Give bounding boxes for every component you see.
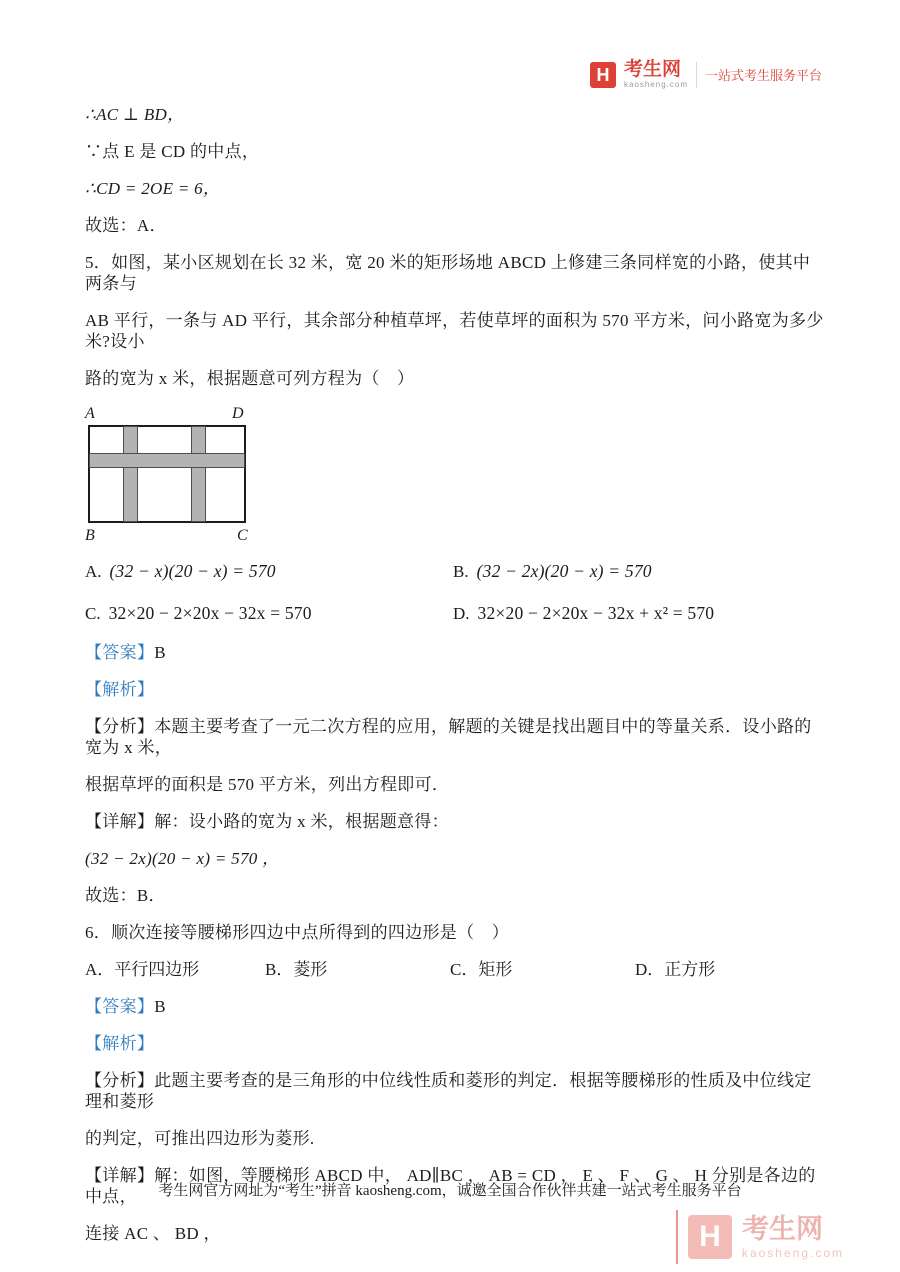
q5-option-d (453, 603, 824, 624)
option-formula: 32×20 − 2×20x − 32x + x² = 570 (477, 603, 715, 623)
q6-detail-line: 连接 AC 、 BD ， (85, 1224, 221, 1243)
option-letter: A. (85, 562, 102, 581)
footer-watermark (676, 1210, 844, 1264)
q6-option-c: C．矩形 (450, 960, 513, 979)
document-content (85, 104, 824, 1260)
brand-name: 考生网 (623, 59, 681, 80)
q5-answer-line (85, 642, 824, 663)
footer-note: 考生网官方网址为“考生”拼音 kaosheng.com，诚邀全国合作伙伴共建一站式考生服务平台 (158, 1183, 742, 1199)
analysis-label: 【解析】 (85, 680, 155, 699)
q5-conclusion: 故选：B． (85, 886, 166, 905)
q5-stem-line: 5．如图，某小区规划在长 32 米，宽 20 米的矩形场地 ABCD 上修建三条同样宽的小路，使其中两条与 (85, 253, 811, 293)
q5-analysis-line: 根据草坪的面积是 570 平方米，列出方程即可． (85, 775, 450, 794)
option-letter: B. (453, 562, 469, 581)
q5-analysis-label-line (85, 679, 824, 700)
figure-label-b: B (85, 527, 95, 544)
q6-analysis-label-line (85, 1033, 824, 1054)
figure-rectangle (88, 425, 246, 523)
q6-analysis-line: 的判定，可推出四边形为菱形. (85, 1129, 315, 1148)
solution-line: ∵点 E 是 CD 的中点， (85, 142, 260, 161)
answer-label: 【答案】 (85, 643, 155, 662)
analysis-label: 【解析】 (85, 1034, 155, 1053)
solution-conclusion: 故选：A． (85, 216, 167, 235)
figure-label-d: D (232, 405, 244, 422)
figure-path-horizontal (89, 453, 245, 468)
figure-label-a: A (85, 405, 95, 422)
q6-options (85, 959, 824, 980)
q6-option-d: D．正方形 (635, 960, 716, 979)
option-formula: (32 − x)(20 − x) = 570 (109, 561, 276, 581)
q5-detail-line: 【详解】解：设小路的宽为 x 米，根据题意得： (85, 812, 449, 831)
q6-detail-line: 【详解】解：如图，等腰梯形 ABCD 中， AD∥BC ， AB = CD ， E 、 F 、 G 、 H 分别是各边的中点， (85, 1166, 816, 1206)
kaosheng-watermark-icon: H (688, 1215, 732, 1259)
figure-label-c: C (237, 527, 248, 544)
q5-equation: (32 − 2x)(20 − x) = 570 ， (85, 849, 280, 868)
kaosheng-logo-icon: H (590, 62, 616, 88)
answer-value: B (154, 643, 166, 662)
q6-answer-line (85, 996, 824, 1017)
q6-stem: 6．顺次连接等腰梯形四边中点所得到的四边形是（ ） (85, 923, 509, 942)
watermark-divider (676, 1210, 678, 1264)
solution-line: ∴AC ⊥ BD， (85, 105, 185, 124)
q6-option-b: B．菱形 (265, 960, 328, 979)
logo-text-block (624, 60, 688, 89)
q5-options (85, 561, 824, 624)
q5-option-a (85, 561, 453, 582)
watermark-text-block (741, 1213, 844, 1260)
option-letter: D. (453, 604, 470, 623)
q5-option-b (453, 561, 824, 582)
brand-tagline: 一站式考生服务平台 (704, 68, 822, 83)
option-letter: C. (85, 604, 101, 623)
figure-path-vertical-2 (191, 426, 206, 522)
q5-analysis-line: 【分析】本题主要考查了一元二次方程的应用，解题的关键是找出题目中的等量关系．设小路的宽为 x 米， (85, 717, 812, 757)
answer-value: B (154, 997, 166, 1016)
q5-figure (85, 405, 285, 547)
watermark-brand: 考生网 (741, 1213, 823, 1244)
brand-divider (696, 62, 697, 88)
brand-domain: kaosheng.com (623, 80, 688, 89)
q5-stem-line: 路的宽为 x 米，根据题意可列方程为（ ） (85, 369, 415, 388)
q5-option-c (85, 603, 453, 624)
answer-label: 【答案】 (85, 997, 155, 1016)
q5-stem-line: AB 平行，一条与 AD 平行，其余部分种植草坪，若使草坪的面积为 570 平方米，问小路宽为多少米?设小 (85, 311, 824, 351)
q6-option-a: A．平行四边形 (85, 960, 200, 979)
solution-line: ∴CD = 2OE = 6， (85, 179, 221, 198)
q6-analysis-line: 【分析】此题主要考查的是三角形的中位线性质和菱形的判定．根据等腰梯形的性质及中位线定理和菱形 (85, 1071, 812, 1111)
option-formula: (32 − 2x)(20 − x) = 570 (476, 561, 652, 581)
option-formula: 32×20 − 2×20x − 32x = 570 (108, 603, 312, 623)
figure-path-vertical-1 (123, 426, 138, 522)
watermark-domain: kaosheng.com (741, 1245, 844, 1260)
site-header (590, 60, 822, 89)
